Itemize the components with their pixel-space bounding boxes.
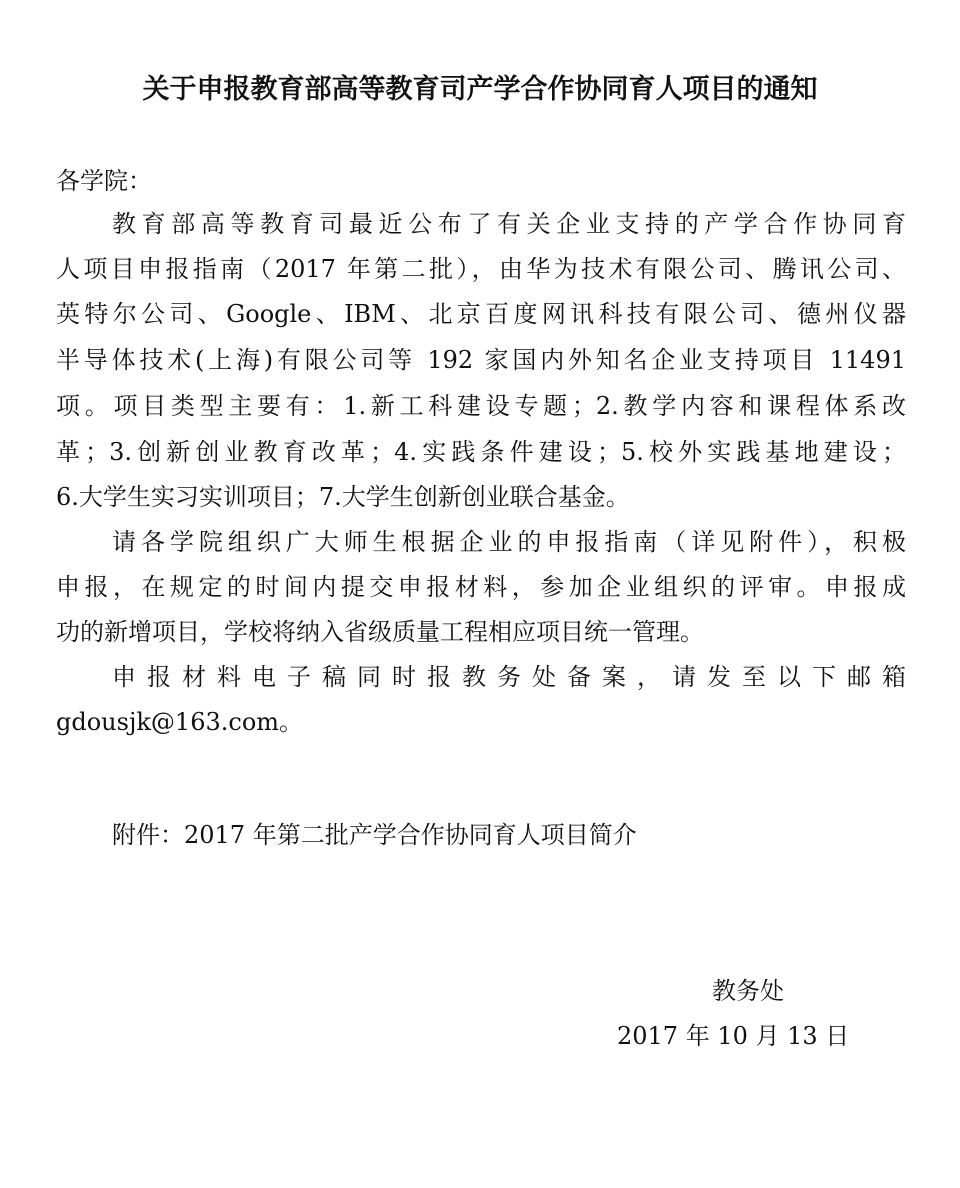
- paragraph-1-line-5: 项。项目类型主要有：1.新工科建设专题；2.教学内容和课程体系改: [56, 392, 906, 420]
- paragraph-1-line-6: 革；3.创新创业教育改革；4.实践条件建设；5.校外实践基地建设；: [56, 438, 906, 466]
- paragraph-2-line-3: 功的新增项目，学校将纳入省级质量工程相应项目统一管理。: [56, 618, 704, 646]
- issuer-name: 教务处: [712, 977, 784, 1005]
- paragraph-1-line-3: 英特尔公司、Google、IBM、北京百度网讯科技有限公司、德州仪器: [56, 300, 906, 328]
- paragraph-3-email-line: gdousjk@163.com。: [56, 708, 304, 736]
- salutation: 各学院：: [56, 167, 152, 195]
- paragraph-1-line-7: 6.大学生实习实训项目；7.大学生创新创业联合基金。: [56, 483, 630, 511]
- attachment-line: 附件：2017 年第二批产学合作协同育人项目简介: [112, 821, 637, 849]
- paragraph-1-line-4: 半导体技术(上海)有限公司等 192 家国内外知名企业支持项目 11491: [56, 346, 906, 374]
- paragraph-2-line-1: 请各学院组织广大师生根据企业的申报指南（详见附件），积极: [112, 528, 906, 556]
- paragraph-1-line-1: 教育部高等教育司最近公布了有关企业支持的产学合作协同育: [112, 210, 906, 238]
- document-title: 关于申报教育部高等教育司产学合作协同育人项目的通知: [142, 74, 818, 105]
- paragraph-2-line-2: 申报，在规定的时间内提交申报材料，参加企业组织的评审。申报成: [56, 573, 906, 601]
- paragraph-3-line-1: 申报材料电子稿同时报教务处备案，请发至以下邮箱: [112, 663, 906, 691]
- issue-date: 2017 年 10 月 13 日: [617, 1022, 850, 1050]
- paragraph-1-line-2: 人项目申报指南（2017 年第二批），由华为技术有限公司、腾讯公司、: [56, 255, 906, 283]
